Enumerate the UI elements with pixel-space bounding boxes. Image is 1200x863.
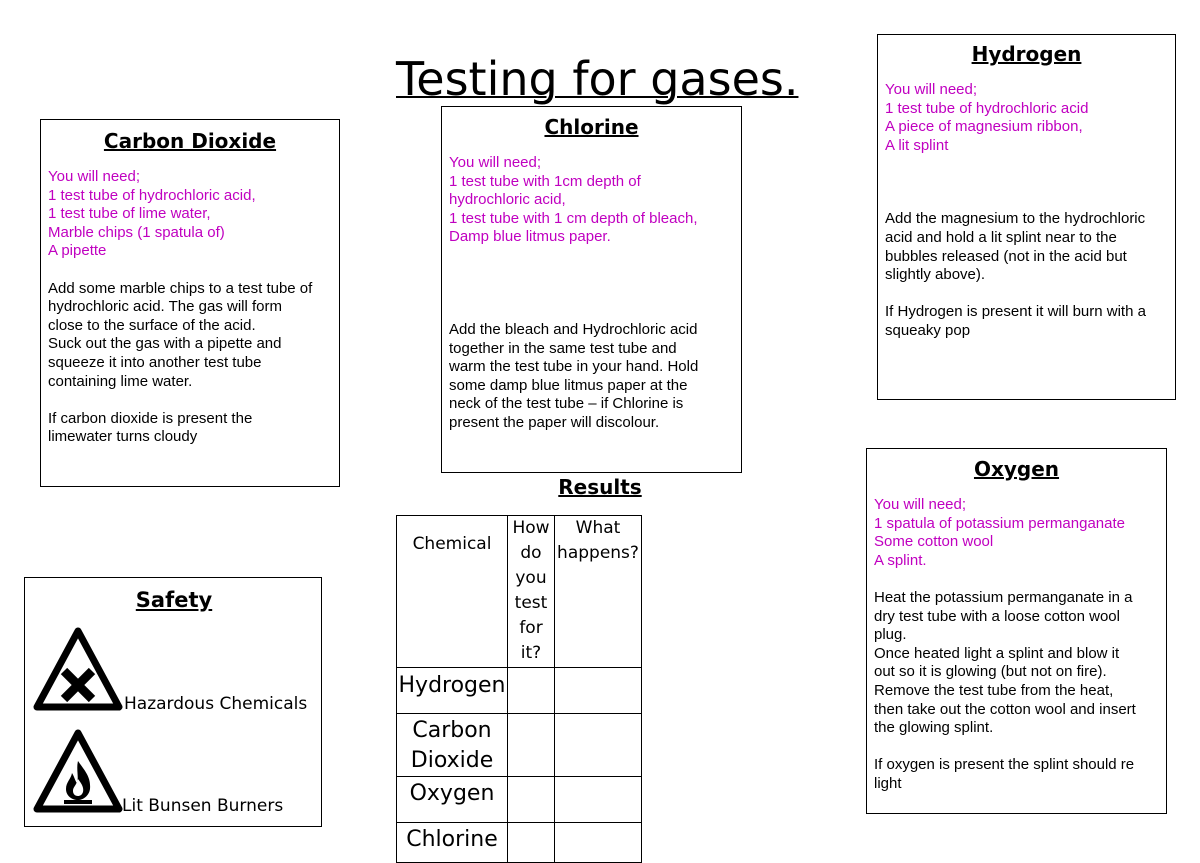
requirement-line: A pipette xyxy=(48,242,107,260)
method-line: out so it is glowing (but not on fire). xyxy=(874,663,1107,681)
requirement-line: 1 test tube of lime water, xyxy=(48,205,211,223)
oxygen-result xyxy=(874,756,1159,793)
requirement-line: A piece of magnesium ribbon, xyxy=(885,118,1083,136)
method-line: Add the bleach and Hydrochloric acid xyxy=(449,320,698,338)
method-line: Add some marble chips to a test tube of xyxy=(48,279,313,297)
method-line: squeeze it into another test tube xyxy=(48,353,262,371)
header-line: test xyxy=(514,593,548,613)
method-line: containing lime water. xyxy=(48,372,193,390)
how-test-cell[interactable] xyxy=(508,668,555,714)
method-line: present the paper will discolour. xyxy=(449,413,660,431)
requirement-line: 1 test tube with 1cm depth of xyxy=(449,172,641,190)
header-line: happens? xyxy=(557,543,639,563)
what-happens-cell[interactable] xyxy=(555,714,642,777)
table-row xyxy=(397,823,642,863)
requirement-line: Damp blue litmus paper. xyxy=(449,228,611,246)
result-line: If Hydrogen is present it will burn with a xyxy=(885,303,1146,321)
carbon-dioxide-heading: Carbon Dioxide xyxy=(103,129,277,153)
method-line: Once heated light a splint and blow it xyxy=(874,644,1120,662)
requirement-line: Marble chips (1 spatula of) xyxy=(48,223,225,241)
requirement-line: 1 test tube of hydrochloric acid, xyxy=(48,186,256,204)
method-line: bubbles released (not in the acid but xyxy=(885,247,1127,265)
carbon-dioxide-result xyxy=(48,410,332,447)
method-line: slightly above). xyxy=(885,266,986,284)
header-line: for xyxy=(519,618,543,638)
requirement-line: hydrochloric acid, xyxy=(449,191,566,209)
requirement-line: Some cotton wool xyxy=(874,533,994,551)
chlorine-method xyxy=(449,321,734,433)
safety-item-label: Hazardous Chemicals xyxy=(124,694,308,714)
result-line: limewater turns cloudy xyxy=(48,428,198,446)
requirement-line: A splint. xyxy=(874,551,927,569)
table-row xyxy=(397,714,642,777)
method-line: dry test tube with a loose cotton wool xyxy=(874,607,1120,625)
what-happens-cell[interactable] xyxy=(555,823,642,863)
header-line: you xyxy=(515,568,547,588)
oxygen-heading: Oxygen xyxy=(973,457,1060,481)
how-test-cell[interactable] xyxy=(508,777,555,823)
requirement-line: A lit splint xyxy=(885,136,949,154)
results-table xyxy=(396,515,642,863)
results-heading: Results xyxy=(558,475,642,499)
method-line: Remove the test tube from the heat, xyxy=(874,681,1114,699)
method-line: plug. xyxy=(874,626,907,644)
row-label-oxygen: Oxygen xyxy=(397,777,508,823)
result-line: If carbon dioxide is present the xyxy=(48,409,253,427)
carbon-dioxide-method xyxy=(48,280,332,392)
safety-heading: Safety xyxy=(135,588,213,612)
oxygen-method xyxy=(874,589,1159,738)
method-line: then take out the cotton wool and insert xyxy=(874,700,1136,718)
method-line: warm the test tube in your hand. Hold xyxy=(449,358,699,376)
oxygen-requirements xyxy=(874,496,1159,570)
row-label-carbon-dioxide: Carbon Dioxide xyxy=(397,714,508,777)
hydrogen-requirements xyxy=(885,81,1168,155)
method-line: close to the surface of the acid. xyxy=(48,316,256,334)
safety-item-label: Lit Bunsen Burners xyxy=(122,796,284,816)
method-line: acid and hold a lit splint near to the xyxy=(885,228,1117,246)
carbon-dioxide-card xyxy=(40,119,340,487)
what-happens-cell[interactable] xyxy=(555,777,642,823)
hydrogen-card xyxy=(877,34,1176,400)
how-test-cell[interactable] xyxy=(508,714,555,777)
hydrogen-method xyxy=(885,210,1168,284)
what-happens-cell[interactable] xyxy=(555,668,642,714)
method-line: neck of the test tube – if Chlorine is xyxy=(449,395,684,413)
header-line: What xyxy=(575,518,621,538)
hydrogen-heading: Hydrogen xyxy=(971,42,1082,66)
requirement-line: You will need; xyxy=(885,81,978,98)
hydrogen-result xyxy=(885,303,1168,340)
flammable-flame-hazard-icon xyxy=(33,729,123,813)
chlorine-card xyxy=(441,106,742,473)
requirement-line: 1 test tube of hydrochloric acid xyxy=(885,99,1089,117)
result-line: light xyxy=(874,774,902,792)
method-line: the glowing splint. xyxy=(874,719,994,737)
chlorine-requirements xyxy=(449,154,734,247)
row-label-hydrogen: Hydrogen xyxy=(397,668,508,714)
header-line: it? xyxy=(520,643,542,663)
row-label-chlorine: Chlorine xyxy=(397,823,508,863)
result-line: squeaky pop xyxy=(885,321,971,339)
header-line: do xyxy=(520,543,542,563)
safety-card xyxy=(24,577,322,827)
requirement-line: You will need; xyxy=(48,168,141,185)
oxygen-card xyxy=(866,448,1167,814)
harmful-x-hazard-icon xyxy=(33,627,123,711)
column-header-what-happens xyxy=(555,516,642,668)
requirement-line: You will need; xyxy=(449,154,542,171)
method-line: Add the magnesium to the hydrochloric xyxy=(885,210,1146,228)
requirement-line: You will need; xyxy=(874,496,967,513)
carbon-dioxide-requirements xyxy=(48,168,332,261)
method-line: Suck out the gas with a pipette and xyxy=(48,335,282,353)
method-line: Heat the potassium permanganate in a xyxy=(874,588,1133,606)
table-row xyxy=(397,668,642,714)
method-line: together in the same test tube and xyxy=(449,339,677,357)
chlorine-heading: Chlorine xyxy=(544,115,639,139)
header-line: How xyxy=(512,518,550,538)
table-row xyxy=(397,777,642,823)
requirement-line: 1 spatula of potassium permanganate xyxy=(874,514,1125,532)
requirement-line: 1 test tube with 1 cm depth of bleach, xyxy=(449,209,698,227)
method-line: some damp blue litmus paper at the xyxy=(449,376,688,394)
column-header-chemical: Chemical xyxy=(397,516,508,668)
result-line: If oxygen is present the splint should re xyxy=(874,756,1135,774)
column-header-how-test xyxy=(508,516,555,668)
method-line: hydrochloric acid. The gas will form xyxy=(48,298,282,316)
how-test-cell[interactable] xyxy=(508,823,555,863)
page-title: Testing for gases. xyxy=(396,52,799,106)
table-header-row xyxy=(397,516,642,668)
